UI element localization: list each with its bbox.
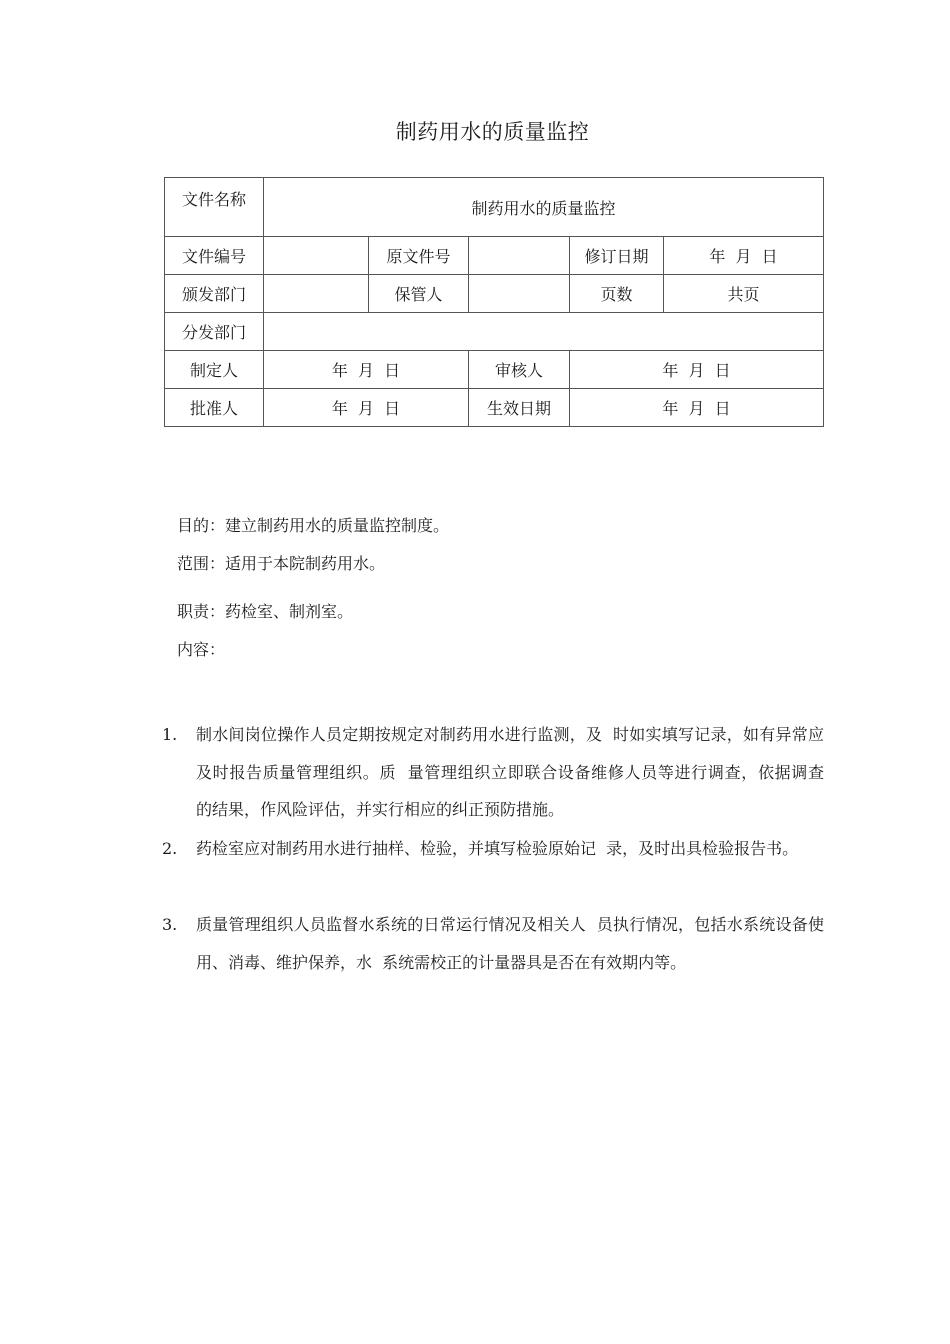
list-item-number: 3. (162, 915, 178, 934)
approver-label: 批准人 (165, 389, 264, 427)
responsibility-paragraph: 职责：药检室、制剂室。 (177, 602, 354, 621)
content-label: 内容： (177, 640, 226, 659)
table-row (165, 237, 824, 275)
page-title: 制药用水的质量监控 (395, 120, 590, 144)
list-item-number: 1. (162, 725, 178, 744)
custodian-value (469, 275, 570, 313)
list-item-text: 制水间岗位操作人员定期按规定对制药用水进行监测，及 时如实填写记录，如有异常应及时报告质量管理组织。质 量管理组织立即联合设备维修人员等进行调查，依据调查 的结果，作风险评估，并实行相应的纠正预防措施。 (196, 725, 835, 819)
table-row (165, 313, 824, 351)
original-file-number-value (469, 237, 570, 275)
reviewer-label: 审核人 (469, 351, 570, 389)
list-item-text: 药检室应对制药用水进行抽样、检验，并填写检验原始记 录，及时出具检验报告书。 (196, 839, 799, 858)
reviewer-date: 年 月 日 (570, 351, 824, 389)
issuing-department-value (264, 275, 369, 313)
effective-date-value: 年 月 日 (570, 389, 824, 427)
file-name-value: 制药用水的质量监控 (264, 178, 824, 237)
distribution-department-value (264, 313, 824, 351)
approver-date: 年 月 日 (264, 389, 469, 427)
revision-date-label: 修订日期 (570, 237, 664, 275)
purpose-paragraph: 目的：建立制药用水的质量监控制度。 (177, 516, 450, 535)
table-row (165, 351, 824, 389)
list-item (162, 906, 824, 981)
page-count-value: 共页 (664, 275, 824, 313)
author-date: 年 月 日 (264, 351, 469, 389)
page-count-label: 页数 (570, 275, 664, 313)
file-number-value (264, 237, 369, 275)
effective-date-label: 生效日期 (469, 389, 570, 427)
distribution-department-label: 分发部门 (165, 313, 264, 351)
file-number-label: 文件编号 (165, 237, 264, 275)
author-label: 制定人 (165, 351, 264, 389)
table-row (165, 275, 824, 313)
table-row (165, 389, 824, 427)
document-info-table (164, 177, 824, 427)
list-item (162, 716, 835, 829)
revision-date-value: 年 月 日 (664, 237, 824, 275)
custodian-label: 保管人 (369, 275, 469, 313)
table-row (165, 178, 824, 237)
list-item-text: 质量管理组织人员监督水系统的日常运行情况及相关人 员执行情况，包括水系统设备使用、消毒、维护保养，水 系统需校正的计量器具是否在有效期内等。 (196, 915, 824, 972)
file-name-label: 文件名称 (165, 178, 264, 237)
original-file-number-label: 原文件号 (369, 237, 469, 275)
issuing-department-label: 颁发部门 (165, 275, 264, 313)
scope-paragraph: 范围：适用于本院制药用水。 (177, 554, 386, 573)
list-item-number: 2. (162, 839, 178, 858)
list-item (162, 830, 824, 868)
